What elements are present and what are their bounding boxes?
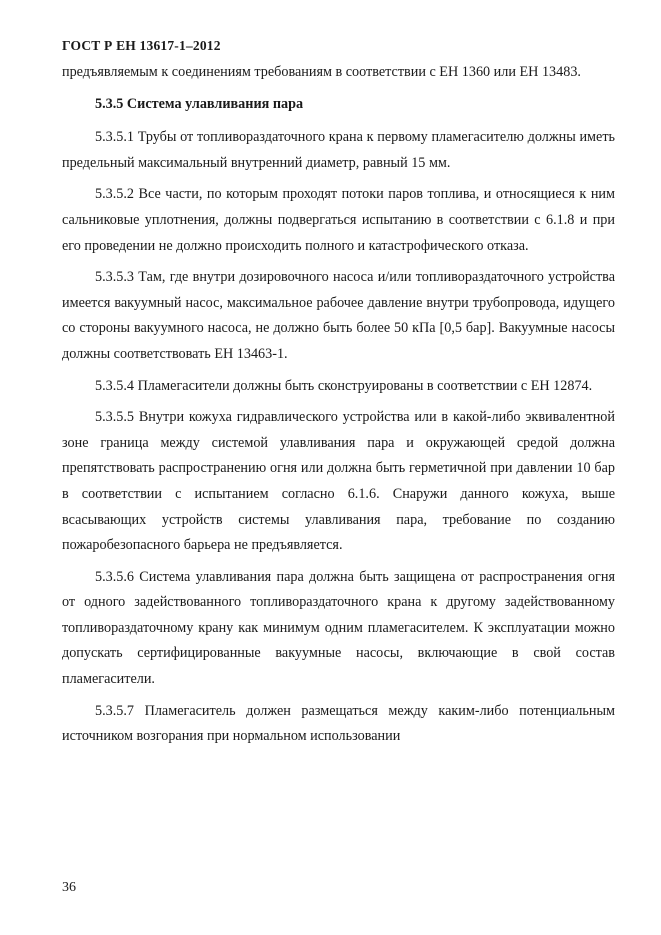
paragraph-5-3-5-6: 5.3.5.6 Система улавливания пара должна быть защищена от распространения огня от одного задействованного топливораздаточного крана к другому задействованному топливораздаточному крану как минимум одним пламегасителем. К эксплуатации можно допускать сертифицированные вакуумные насосы, включающие в свой состав пламегасители. [62,568,615,688]
paragraph-5-3-5-1: 5.3.5.1 Трубы от топливораздаточного крана к первому пламегасителю должны иметь предельный максимальный внутренний диаметр, равный 15 мм. [62,129,615,171]
continuation-paragraph: предъявляемым к соединениям требованиям в соответствии с ЕН 1360 или ЕН 13483. [62,64,581,80]
paragraph-5-3-5-2: 5.3.5.2 Все части, по которым проходят потоки паров топлива, и относящиеся к ним сальниковые уплотнения, должны подвергаться испытанию в соответствии с 6.1.8 и при его проведении не должно происходить полного и катастрофического отказа. [62,186,615,254]
paragraph-5-3-5-3: 5.3.5.3 Там, где внутри дозировочного насоса и/или топливораздаточного устройства имеется вакуумный насос, максимальное рабочее давление внутри трубопровода, идущего со стороны вакуумного насоса, не должно быть более 50 кПа [0,5 бар]. Вакуумные насосы должны соответствовать ЕН 13463-1. [62,269,615,362]
paragraph-5-3-5-5: 5.3.5.5 Внутри кожуха гидравлического устройства или в какой-либо эквивалентной зоне граница между системой улавливания пара и окружающей средой должна препятствовать распространению огня или должна быть герметичной при давлении 10 бар в соответствии с испытанием согласно 6.1.6. Снаружи данного кожуха, выше всасывающих устройств системы улавливания пара, требование по созданию пожаробезопасного барьера не предъявляется. [62,409,615,554]
page-number: 36 [62,880,76,895]
document-header: ГОСТ Р ЕН 13617-1–2012 [62,38,221,53]
document-body [62,60,615,756]
paragraph-5-3-5-7: 5.3.5.7 Пламегаситель должен размещаться между каким-либо потенциальным источником возгорания при нормальном использовании [62,702,615,745]
paragraph-5-3-5-4: 5.3.5.4 Пламегасители должны быть сконструированы в соответствии с ЕН 12874. [95,377,593,394]
section-heading: 5.3.5 Система улавливания пара [95,95,304,112]
